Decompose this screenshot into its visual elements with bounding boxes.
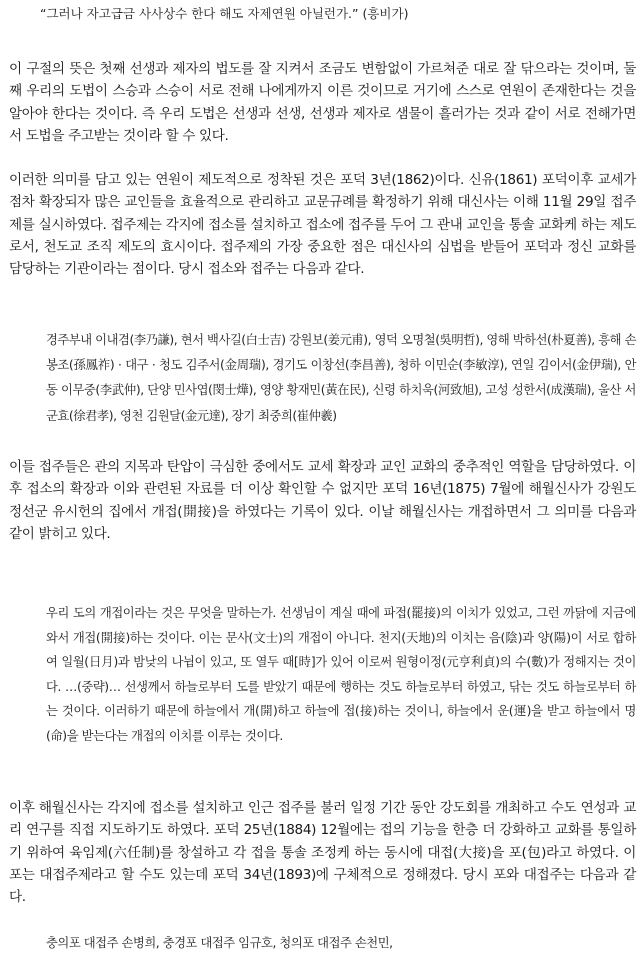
quote-block: 우리 도의 개접이라는 것은 무엇을 말하는가. 선생님이 계실 때에 파접(罷接)의 이치가 있었고, 그런 까닭에 지금에 와서 개접(開接)하는 것이다. 이는 문사(文士)의 개접이 아니다. 천지(天地)의 이치는 음(陰)과 양(陽)이 서로 합하여 일월(日月)과 밤낮의 나뉨이 있고, 또 열두 때[時]가 있어 이로써 원형이정(元亨利貞)의 수(數)가 정해지는 것이다. …(중략)… 선생께서 하늘로부터 도를 받았기 때문에 행하는 것도 하늘로부터 하였고, 닦는 것도 하늘로부터 하는 것이다. 이러하기 때문에 하늘에서 개(開)하고 하늘에 접(接)하는 것이니, 하늘에서 운(運)을 받고 하늘에서 명(命)을 받는다는 개접의 이치를 이루는 것이다. <box>46 606 636 743</box>
paragraph-3: 이들 접주들은 관의 지목과 탄압이 극심한 중에서도 교세 확장과 교인 교화의 중추적인 역할을 담당하였다. 이후 접소의 확장과 이와 관련된 자료를 더 이상 확인할 수 없지만 포덕 16년(1875) 7월에 해월신사가 강원도 정선군 유시헌의 집에서 개접(開接)을 하였다는 기록이 있다. 이날 해월신사는 개접하면서 그 의미를 다음과 같이 밝히고 있다. <box>9 459 636 542</box>
top-quote: “그러나 자고급금 사사상수 한다 해도 자제연원 아닐런가.” (흥비가) <box>40 6 409 21</box>
paragraph-2: 이러한 의미를 담고 있는 연원이 제도적으로 정착된 것은 포덕 3년(1862)이다. 신유(1861) 포덕이후 교세가 점차 확장되자 많은 교인들을 효율적으로 관리하고 교문규례를 확정하기 위해 대신사는 이해 11월 29일 접주제를 실시하였다. 접주제는 각지에 접소를 설치하고 접소에 접주를 두어 그 관내 교인을 통솔 교화케 하는 제도로서, 천도교 조직 제도의 효시이다. 접주제의 가장 중요한 점은 대신사의 심법을 받들어 포덕과 정신 교화를 담당하는 기관이라는 점이다. 당시 접소와 접주는 다음과 같다. <box>9 172 636 278</box>
paragraph-1: 이 구절의 뜻은 첫째 선생과 제자의 법도를 잘 지켜서 조금도 변함없이 가르쳐준 대로 잘 닦으라는 것이며, 둘째 우리의 도법이 스승과 스승이 서로 전해 나에게까지 이른 것이므로 거기에 스스로 연원이 존재한다는 것을 알아야 한다는 것이다. 즉 우리 도법은 선생과 선생, 선생과 제자로 샘물이 흘러가는 것과 같이 서로 전해가면서 도법을 주고받는 것이라 할 수 있다. <box>9 61 636 144</box>
daejeopju-list: 충의포 대접주 손병희, 충경포 대접주 임규호, 청의포 대접주 손천민, <box>46 936 393 950</box>
jeopju-list: 경주부내 이내겸(李乃謙), 현서 백사길(白士吉) 강원보(姜元甫), 영덕 오명철(吳明哲), 영해 박하선(朴夏善), 흥해 손봉조(孫鳳祚) · 대구 · 청도 김주서(金周瑞), 경기도 이창선(李昌善), 청하 이민순(李敏淳), 연일 김이서(金伊瑞), 안동 이무중(李武仲), 단양 민사엽(閔士燁), 영양 황재민(黃在民), 신령 하치욱(河致旭), 고성 성한서(成漢瑞), 울산 서군효(徐君孝), 영천 김원달(金元達), 장기 최중희(崔仲羲) <box>46 333 636 423</box>
paragraph-4: 이후 해월신사는 각지에 접소를 설치하고 인근 접주를 불러 일정 기간 동안 강도회를 개최하고 수도 연성과 교리 연구를 직접 지도하기도 하였다. 포덕 25년(1884) 12월에는 접의 기능을 한층 더 강화하고 교화를 통일하기 위하여 육임제(六任制)를 창설하고 각 접을 통솔 조정케 하는 동시에 대접(大接)을 포(包)라고 하였다. 이 포는 대접주제라고 할 수도 있는데 포덕 34년(1893)에 구체적으로 정해졌다. 당시 포와 대접주는 다음과 같다. <box>9 800 636 906</box>
